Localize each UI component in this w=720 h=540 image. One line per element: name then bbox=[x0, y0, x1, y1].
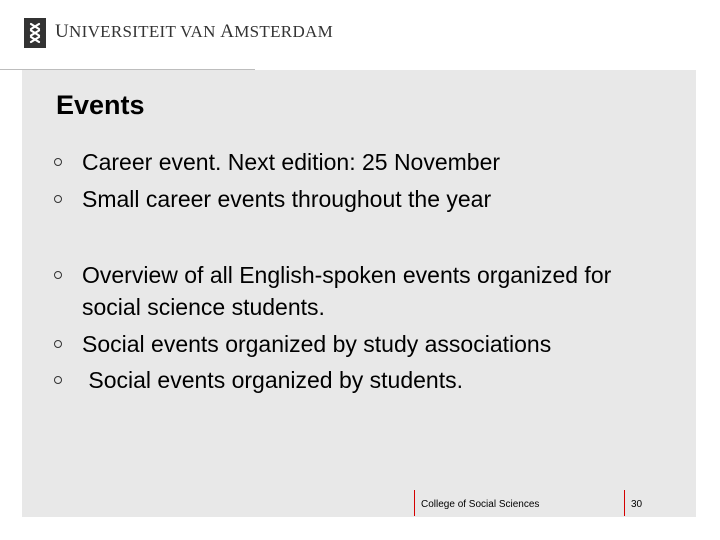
page-number: 30 bbox=[631, 499, 643, 510]
bullet-icon bbox=[54, 195, 62, 203]
university-name: UNIVERSITEIT VAN AMSTERDAM bbox=[55, 21, 334, 42]
footer-divider bbox=[414, 490, 415, 516]
slide-header bbox=[0, 0, 720, 70]
footer-divider bbox=[624, 490, 625, 516]
slide-title: Events bbox=[56, 90, 145, 120]
bullet-icon bbox=[54, 271, 62, 279]
uva-logo-icon bbox=[24, 18, 46, 48]
footer-college: College of Social Sciences bbox=[421, 499, 540, 510]
bullet-icon bbox=[54, 158, 62, 166]
bullet-icon bbox=[54, 340, 62, 348]
bullet-icon bbox=[54, 376, 62, 384]
